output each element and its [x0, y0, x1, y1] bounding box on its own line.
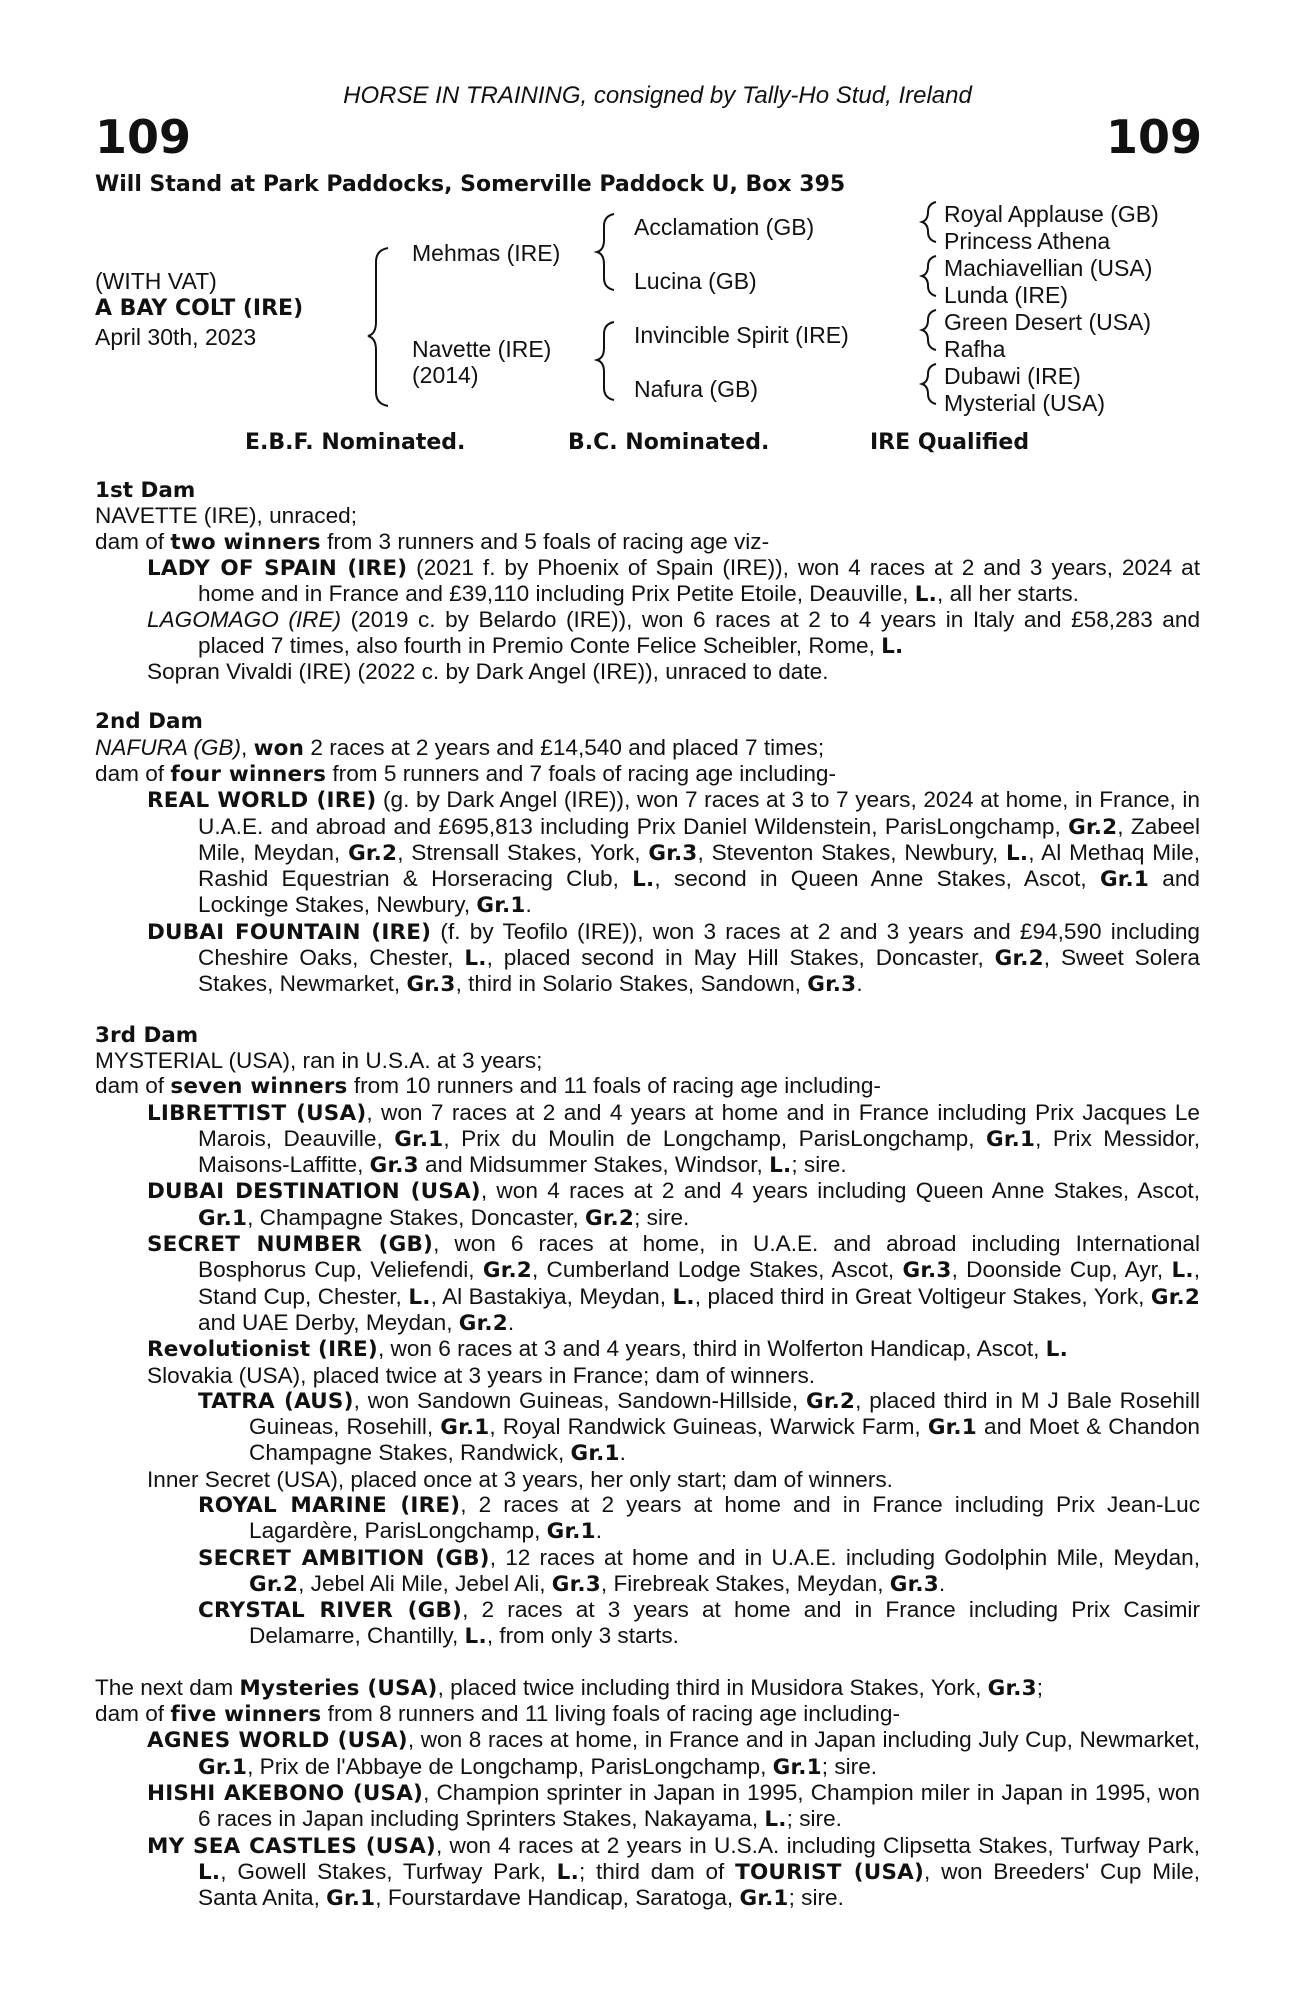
- foaling-date: April 30th, 2023: [95, 324, 257, 350]
- pedigree-sire-dam: Lucina (GB): [634, 268, 757, 294]
- produce-entry: SECRET AMBITION (GB), 12 races at home and in U.A.E. including Godolphin Mile, Meydan, Gr.2, Jebel Ali Mile, Jebel Ali, Gr.3, Firebreak Stakes, Meydan, Gr.3.: [198, 1544, 1200, 1597]
- pedigree-gen3-7: Dubawi (IRE): [944, 363, 1081, 389]
- pedigree-dam-dam: Nafura (GB): [634, 376, 758, 402]
- pedigree-sire: Mehmas (IRE): [412, 240, 561, 266]
- bc-nomination: B.C. Nominated.: [568, 430, 770, 455]
- section-heading: 2nd Dam: [95, 709, 203, 735]
- pedigree-dam-year: (2014): [412, 362, 479, 388]
- produce-entry: Slovakia (USA), placed twice at 3 years in France; dam of winners.: [147, 1362, 816, 1388]
- produce-entry: LADY OF SPAIN (IRE) (2021 f. by Phoenix of Spain (IRE)), won 4 races at 2 and 3 years, 2024 at home and in France and £39,110 including Prix Petite Etoile, Deauville, L., all her starts.: [147, 554, 1200, 608]
- pedigree-gen3-6: Rafha: [944, 336, 1006, 362]
- dam-produce-summary: dam of seven winners from 10 runners and 11 foals of racing age including-: [95, 1073, 881, 1100]
- section-heading: 1st Dam: [95, 478, 196, 503]
- dam-line: NAFURA (GB), won 2 races at 2 years and £14,540 and placed 7 times;: [95, 734, 825, 761]
- dam-produce-summary: dam of two winners from 3 runners and 5 foals of racing age viz-: [95, 528, 770, 555]
- fourth-dam-section: [95, 1675, 1200, 1912]
- produce-entry: TATRA (AUS), won Sandown Guineas, Sandown-Hillside, Gr.2, placed third in M J Bale Rosehill Guineas, Rosehill, Gr.1, Royal Randwick Guineas, Warwick Farm, Gr.1 and Moet & Chandon Champagne Stakes, Randwick, Gr.1.: [198, 1387, 1200, 1467]
- produce-entry: MY SEA CASTLES (USA), won 4 races at 2 years in U.S.A. including Clipsetta Stakes, Turfway Park, L., Gowell Stakes, Turfway Park, L.; third dam of TOURIST (USA), won Breeders' Cup Mile, Santa Anita, Gr.1, Fourstardave Handicap, Saratoga, Gr.1; sire.: [147, 1832, 1200, 1912]
- dam-line: NAVETTE (IRE), unraced;: [95, 503, 357, 529]
- catalogue-header-title: HORSE IN TRAINING, consigned by Tally-Ho Stud, Ireland: [343, 82, 972, 109]
- pedigree-dam-sire: Invincible Spirit (IRE): [634, 322, 849, 348]
- produce-record: [95, 478, 1200, 1911]
- produce-entry: CRYSTAL RIVER (GB), 2 races at 3 years at home and in France including Prix Casimir Delamarre, Chantilly, L., from only 3 starts.: [198, 1597, 1200, 1650]
- ebf-nomination: E.B.F. Nominated.: [245, 430, 466, 455]
- stable-location: Will Stand at Park Paddocks, Somerville Paddock U, Box 395: [95, 172, 846, 197]
- produce-entry: DUBAI DESTINATION (USA), won 4 races at 2 and 4 years including Queen Anne Stakes, Ascot, Gr.1, Champagne Stakes, Doncaster, Gr.2; sire.: [147, 1178, 1200, 1231]
- dam-produce-summary: dam of five winners from 8 runners and 11 living foals of racing age including-: [95, 1701, 900, 1728]
- dam-line: The next dam Mysteries (USA), placed twice including third in Musidora Stakes, York, Gr.3;: [95, 1674, 1044, 1701]
- section-heading: 3rd Dam: [95, 1022, 199, 1048]
- produce-entry: Revolutionist (IRE), won 6 races at 3 and 4 years, third in Wolferton Handicap, Ascot, L.: [147, 1336, 1068, 1363]
- third-dam-section: [95, 1023, 1200, 1650]
- second-dam-section: [95, 709, 1200, 997]
- produce-entry: ROYAL MARINE (IRE), 2 races at 2 years at home and in France including Prix Jean-Luc Lagardère, ParisLongchamp, Gr.1.: [198, 1491, 1200, 1545]
- dam-line: MYSTERIAL (USA), ran in U.S.A. at 3 years;: [95, 1047, 543, 1073]
- pedigree-dam: Navette (IRE): [412, 336, 552, 362]
- produce-entry: REAL WORLD (IRE) (g. by Dark Angel (IRE)), won 7 races at 3 to 7 years, 2024 at home, in France, in U.A.E. and abroad and £695,813 including Prix Daniel Wildenstein, ParisLongchamp, Gr.2, Zabeel Mile, Meydan, Gr.2, Strensall Stakes, York, Gr.3, Steventon Stakes, Newbury, L., Al Methaq Mile, Rashid Equestrian & Horseracing Club, L., second in Queen Anne Stakes, Ascot, Gr.1 and Lockinge Stakes, Newbury, Gr.1.: [147, 787, 1201, 919]
- pedigree-gen3-4: Lunda (IRE): [944, 282, 1069, 308]
- pedigree-gen3-3: Machiavellian (USA): [944, 255, 1153, 281]
- produce-entry: LAGOMAGO (IRE) (2019 c. by Belardo (IRE)), won 6 races at 2 to 4 years in Italy and £58,283 and placed 7 times, also fourth in Premio Conte Felice Scheibler, Rome, L.: [147, 607, 1201, 659]
- dam-produce-summary: dam of four winners from 5 runners and 7 foals of racing age including-: [95, 760, 837, 787]
- lot-number-left: 109: [95, 110, 192, 164]
- pedigree-gen3-5: Green Desert (USA): [944, 309, 1152, 335]
- pedigree-gen3-8: Mysterial (USA): [944, 390, 1106, 416]
- produce-entry: AGNES WORLD (USA), won 8 races at home, in France and in Japan including July Cup, Newmarket, Gr.1, Prix de l'Abbaye de Longchamp, ParisLongchamp, Gr.1; sire.: [147, 1727, 1201, 1780]
- lot-number-right: 109: [1105, 110, 1202, 164]
- pedigree-gen3-2: Princess Athena: [944, 228, 1111, 254]
- ire-qualified: IRE Qualified: [870, 430, 1030, 455]
- first-dam-section: [95, 478, 1200, 684]
- pedigree-gen3-1: Royal Applause (GB): [944, 201, 1159, 227]
- pedigree-sire-sire: Acclamation (GB): [634, 214, 815, 240]
- produce-entry: DUBAI FOUNTAIN (IRE) (f. by Teofilo (IRE)), won 3 races at 2 and 3 years and £94,590 including Cheshire Oaks, Chester, L., placed second in May Hill Stakes, Doncaster, Gr.2, Sweet Solera Stakes, Newmarket, Gr.3, third in Solario Stakes, Sandown, Gr.3.: [147, 918, 1200, 998]
- produce-entry: LIBRETTIST (USA), won 7 races at 2 and 4 years at home and in France including Prix Jacques Le Marois, Deauville, Gr.1, Prix du Moulin de Longchamp, ParisLongchamp, Gr.1, Prix Messidor, Maisons-Laffitte, Gr.3 and Midsummer Stakes, Windsor, L.; sire.: [147, 1099, 1200, 1179]
- produce-entry: HISHI AKEBONO (USA), Champion sprinter in Japan in 1995, Champion miler in Japan in 1995, won 6 races in Japan including Sprinters Stakes, Nakayama, L.; sire.: [147, 1779, 1200, 1833]
- vat-note: (WITH VAT): [95, 268, 217, 294]
- produce-entry: Inner Secret (USA), placed once at 3 years, her only start; dam of winners.: [147, 1466, 893, 1492]
- produce-entry: Sopran Vivaldi (IRE) (2022 c. by Dark Angel (IRE)), unraced to date.: [147, 659, 829, 685]
- lot-subject-name: A BAY COLT (IRE): [95, 296, 304, 321]
- produce-entry: SECRET NUMBER (GB), won 6 races at home, in U.A.E. and abroad including International Bosphorus Cup, Veliefendi, Gr.2, Cumberland Lodge Stakes, Ascot, Gr.3, Doonside Cup, Ayr, L., Stand Cup, Chester, L., Al Bastakiya, Meydan, L., placed third in Great Voltigeur Stakes, York, Gr.2 and UAE Derby, Meydan, Gr.2.: [147, 1231, 1201, 1336]
